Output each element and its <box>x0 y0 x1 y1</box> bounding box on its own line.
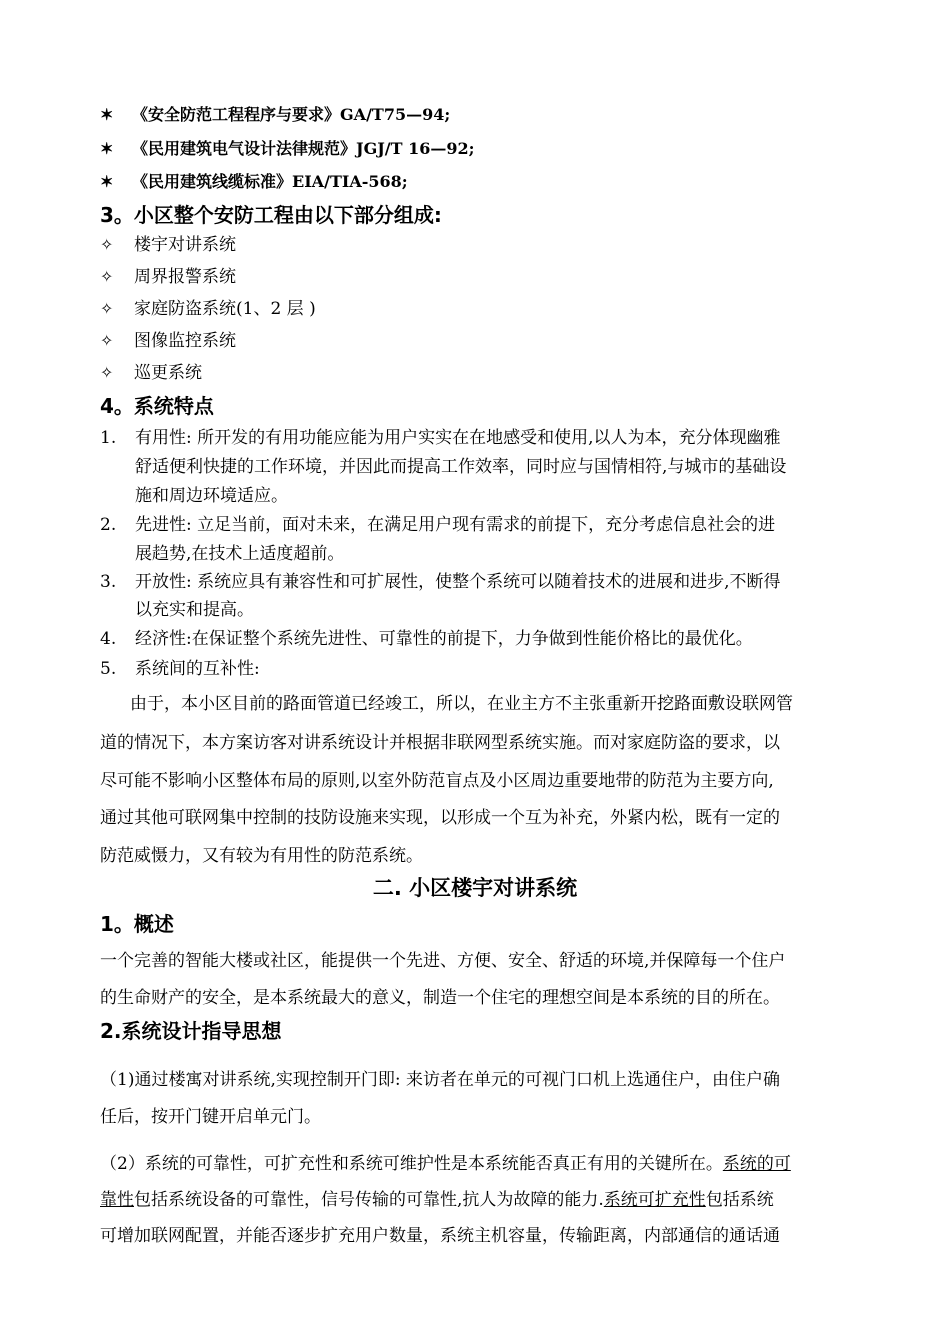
paragraph-line: （1)通过楼寓对讲系统,实现控制开门即: 来访者在单元的可视门口机上选通住户，由住户确 <box>100 1070 780 1090</box>
feature-item-cont: 以充实和提高。 <box>135 600 254 620</box>
star-bullet-icon: ✶ <box>100 172 114 191</box>
paragraph-line: 一个完善的智能大楼或社区，能提供一个先进、方便、安全、舒适的环境,并保障每一个住户 <box>100 951 786 971</box>
standard-item: ✶ 《民用建筑线缆标准》EIA/TIA-568; <box>100 172 408 191</box>
diamond-bullet-icon: ✧ <box>100 267 114 286</box>
star-bullet-icon: ✶ <box>100 139 114 158</box>
underlined-term: 靠性 <box>100 1190 134 1210</box>
paragraph-line: 尽可能不影响小区整体布局的原则,以室外防范盲点及小区周边重要地带的防范为主要方向, <box>100 771 774 791</box>
standard-item: ✶ 《民用建筑电气设计法律规范》JGJ/T 16—92; <box>100 139 475 158</box>
section-heading: 3。小区整个安防工程由以下部分组成: <box>100 203 442 227</box>
feature-item: 2. 先进性: 立足当前，面对未来，在满足用户现有需求的前提下，充分考虑信息社会的进 <box>100 515 776 535</box>
feature-item-cont: 舒适便利快捷的工作环境，并因此而提高工作效率，同时应与国情相符,与城市的基础设 <box>135 457 787 477</box>
list-item: ✧ 家庭防盗系统(1、2 层 ) <box>100 299 316 319</box>
feature-item-cont: 展趋势,在技术上适度超前。 <box>135 544 345 564</box>
paragraph-line: 靠性包括系统设备的可靠性，信号传输的可靠性,抗人为故障的能力.系统可扩充性包括系统 <box>100 1190 774 1210</box>
section-heading: 2.系统设计指导思想 <box>100 1019 282 1043</box>
paragraph-line: 可增加联网配置，并能否逐步扩充用户数量，系统主机容量，传输距离，内部通信的通话通 <box>100 1226 780 1246</box>
feature-item: 1. 有用性: 所开发的有用功能应能为用户实实在在地感受和使用,以人为本，充分体现幽雅 <box>100 428 781 448</box>
star-bullet-icon: ✶ <box>100 105 114 124</box>
list-item: ✧ 楼宇对讲系统 <box>100 235 236 255</box>
list-item: ✧ 周界报警系统 <box>100 267 236 287</box>
underlined-term: 系统的可 <box>722 1154 791 1174</box>
paragraph-line: 的生命财产的安全，是本系统最大的意义，制造一个住宅的理想空间是本系统的目的所在。 <box>100 988 780 1008</box>
feature-item: 4. 经济性:在保证整个系统先进性、可靠性的前提下，力争做到性能价格比的最优化。 <box>100 629 753 649</box>
diamond-bullet-icon: ✧ <box>100 363 114 382</box>
list-item: ✧ 巡更系统 <box>100 363 202 383</box>
section-heading: 4。系统特点 <box>100 394 214 418</box>
paragraph-line: 由于，本小区目前的路面管道已经竣工，所以，在业主方不主张重新开挖路面敷设联网管 <box>130 694 793 714</box>
feature-item: 3. 开放性: 系统应具有兼容性和可扩展性，使整个系统可以随着技术的进展和进步,不断得 <box>100 572 781 592</box>
feature-item: 5. 系统间的互补性: <box>100 659 260 679</box>
paragraph-line: 道的情况下，本方案访客对讲系统设计并根据非联网型系统实施。而对家庭防盗的要求，以 <box>100 733 780 753</box>
standard-item: ✶ 《安全防范工程程序与要求》GA/T75—94; <box>100 105 451 124</box>
chapter-title: 二. 小区楼宇对讲系统 <box>372 876 578 900</box>
paragraph-line: （2）系统的可靠性，可扩充性和系统可维护性是本系统能否真正有用的关键所在。系统的可 <box>100 1154 791 1174</box>
paragraph-line: 通过其他可联网集中控制的技防设施来实现，以形成一个互为补充，外紧内松，既有一定的 <box>100 808 780 828</box>
diamond-bullet-icon: ✧ <box>100 331 114 350</box>
section-heading: 1。概述 <box>100 912 174 936</box>
diamond-bullet-icon: ✧ <box>100 235 114 254</box>
paragraph-line: 任后，按开门键开启单元门。 <box>100 1107 321 1127</box>
list-item: ✧ 图像监控系统 <box>100 331 236 351</box>
diamond-bullet-icon: ✧ <box>100 299 114 318</box>
feature-item-cont: 施和周边环境适应。 <box>135 486 288 506</box>
underlined-term: 系统可扩充性 <box>603 1190 706 1210</box>
paragraph-line: 防范威慑力，又有较为有用性的防范系统。 <box>100 846 423 866</box>
